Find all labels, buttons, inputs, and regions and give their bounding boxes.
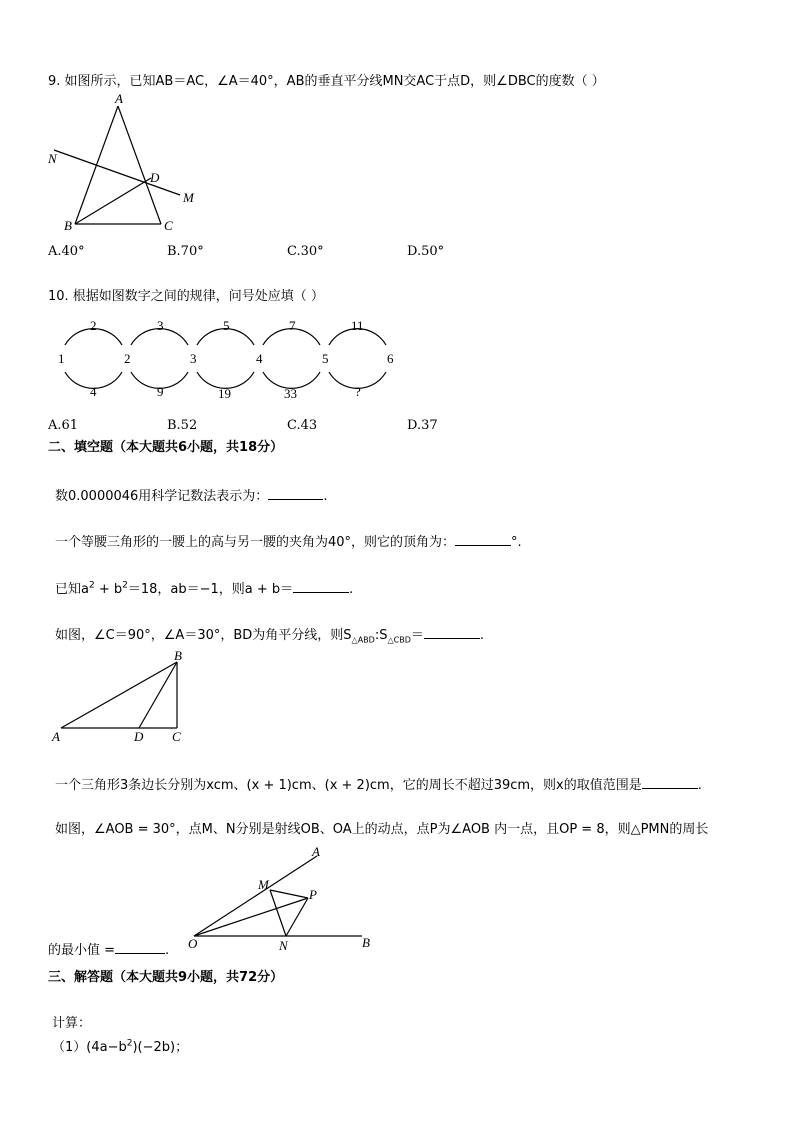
q10-center-5: 5 bbox=[322, 351, 329, 366]
q9-label-a: A bbox=[115, 91, 123, 106]
q10-top-5: 11 bbox=[351, 318, 364, 333]
calc-item1-text: （1）(4a−b bbox=[52, 1040, 127, 1055]
fill-q5 bbox=[55, 776, 702, 794]
fill-q3-mid1: + b bbox=[94, 582, 123, 597]
q9-option-d: D.50° bbox=[407, 244, 445, 259]
fill-q3-blank[interactable] bbox=[293, 580, 349, 593]
calc-title: 计算： bbox=[52, 1016, 92, 1031]
fill-q3 bbox=[55, 580, 353, 598]
q10-bottom-2: 9 bbox=[157, 384, 164, 399]
fill-q2-suffix: °. bbox=[511, 535, 522, 550]
q10-top-2: 3 bbox=[157, 318, 164, 333]
fill-q4-mid2: ＝ bbox=[410, 628, 424, 643]
fill-q4-blank[interactable] bbox=[424, 626, 480, 639]
q10-option-a: A.61 bbox=[48, 418, 79, 433]
fill-q6-line2 bbox=[48, 941, 169, 959]
q10-top-1: 2 bbox=[90, 318, 97, 333]
q10-option-c: C.43 bbox=[287, 418, 318, 433]
calc-item1-suffix: )(−2b)； bbox=[132, 1040, 189, 1055]
q9-label-n: N bbox=[48, 151, 57, 166]
fill-q1-text: 数0.0000046用科学记数法表示为： bbox=[55, 489, 269, 504]
fill-q3-sup1: 2 bbox=[88, 580, 95, 591]
section3-title: 三、解答题（本大题共9小题，共72分） bbox=[48, 970, 284, 985]
fill-q3-sup2: 2 bbox=[122, 580, 128, 591]
fill-q4 bbox=[55, 626, 484, 644]
q10-center-4: 4 bbox=[256, 351, 263, 366]
fill-q4-label-d: D bbox=[134, 729, 144, 744]
q9-option-c: C.30° bbox=[287, 244, 324, 259]
fill-q4-suffix: . bbox=[479, 628, 485, 643]
fill-q6-line2-text: 的最小值 = bbox=[48, 943, 116, 958]
fill-q4-mid: :S bbox=[374, 628, 388, 643]
q9-figure bbox=[40, 90, 210, 238]
q10-stem: 10. 根据如图数字之间的规律，问号处应填（ ） bbox=[48, 289, 324, 304]
fill-q2 bbox=[55, 533, 522, 551]
q10-top-4: 7 bbox=[289, 318, 296, 333]
q9-label-c: C bbox=[164, 218, 173, 233]
fill-q5-suffix: . bbox=[697, 778, 702, 793]
q10-center-3: 3 bbox=[190, 351, 197, 366]
q10-option-d: D.37 bbox=[407, 418, 438, 433]
q9-option-a: A.40° bbox=[48, 244, 85, 259]
fill-q1 bbox=[55, 487, 327, 505]
q10-bottom-4: 33 bbox=[284, 386, 297, 401]
q9-label-d: D bbox=[150, 170, 160, 185]
fill-q4-figure bbox=[46, 646, 196, 746]
section2-title: 二、填空题（本大题共6小题，共18分） bbox=[48, 440, 284, 455]
q10-bottom-1: 4 bbox=[90, 384, 97, 399]
q9-label-m: M bbox=[183, 190, 194, 205]
q10-top-3: 5 bbox=[223, 318, 230, 333]
fill-q4-text: 如图，∠C＝90°，∠A＝30°，BD为角平分线，则S bbox=[55, 628, 352, 643]
q9-label-b: B bbox=[64, 218, 72, 233]
fill-q1-blank[interactable] bbox=[268, 487, 323, 500]
fill-q3-mid2: ＝18，ab＝−1，则a + b＝ bbox=[127, 582, 294, 597]
fill-q1-suffix: . bbox=[323, 489, 328, 504]
fill-q3-text: 已知a bbox=[55, 582, 89, 597]
fill-q5-blank[interactable] bbox=[642, 776, 698, 789]
fill-q6-line1: 如图，∠AOB = 30°，点M、N分别是射线OB、OA上的动点，点P为∠AOB 内一点，且OP = 8，则△PMN的周长 bbox=[55, 822, 709, 837]
fill-q4-sub1: △ABD bbox=[351, 635, 375, 645]
fill-q6-blank[interactable] bbox=[115, 941, 165, 954]
q10-center-1: 1 bbox=[58, 351, 65, 366]
fill-q2-text: 一个等腰三角形的一腰上的高与另一腰的夹角为40°，则它的顶角为： bbox=[55, 535, 456, 550]
q10-center-6: 6 bbox=[387, 351, 394, 366]
q9-stem: 9. 如图所示，已知AB＝AC，∠A＝40°，AB的垂直平分线MN交AC于点D，则∠DBC的度数（ ） bbox=[48, 74, 605, 89]
fill-q5-text: 一个三角形3条边长分别为xcm、(x + 1)cm、(x + 2)cm，它的周长不超过39cm，则x的取值范围是 bbox=[55, 778, 642, 793]
q10-option-b: B.52 bbox=[167, 418, 198, 433]
fill-q4-sub2: △CBD bbox=[387, 635, 411, 645]
fill-q6-label-a: A bbox=[312, 844, 320, 859]
q10-figure bbox=[40, 312, 410, 408]
q9-option-b: B.70° bbox=[167, 244, 204, 259]
q10-center-2: 2 bbox=[124, 351, 131, 366]
calc-item1-sup: 2 bbox=[126, 1038, 133, 1049]
fill-q3-suffix: . bbox=[349, 582, 354, 597]
fill-q6-suffix: . bbox=[165, 943, 170, 958]
calc-item1 bbox=[52, 1040, 188, 1056]
q10-bottom-5: ? bbox=[355, 384, 361, 399]
fill-q6-figure bbox=[182, 842, 382, 954]
fill-q6-label-b: B bbox=[362, 935, 370, 950]
fill-q6-label-m: M bbox=[258, 877, 269, 892]
fill-q2-blank[interactable] bbox=[455, 533, 511, 546]
q10-bottom-3: 19 bbox=[218, 386, 231, 401]
fill-q6-label-n: N bbox=[279, 938, 288, 953]
fill-q6-label-p: P bbox=[309, 887, 317, 902]
fill-q6-label-o: O bbox=[188, 936, 198, 951]
fill-q4-label-a: A bbox=[52, 729, 60, 744]
fill-q4-label-c: C bbox=[172, 729, 181, 744]
fill-q4-label-b: B bbox=[174, 648, 182, 663]
